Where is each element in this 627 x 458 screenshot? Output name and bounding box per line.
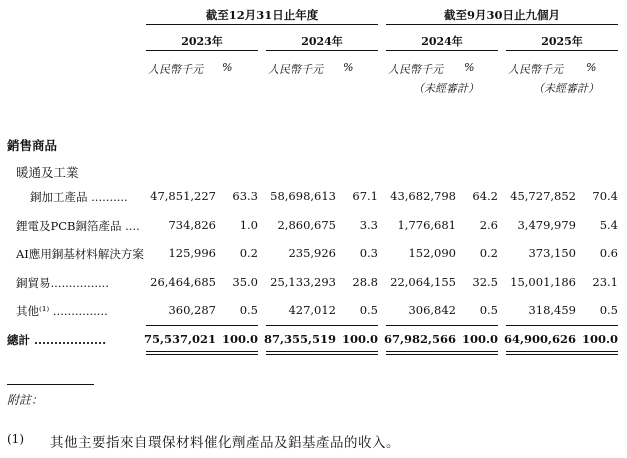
unit-pct-3: % xyxy=(464,61,475,74)
cell-value: 360,287 xyxy=(168,303,216,317)
total-value: 87,355,519 xyxy=(263,332,336,346)
period-header-nine-months: 截至9月30日止九個月 xyxy=(443,8,560,22)
notes-separator xyxy=(7,384,94,385)
cell-pct: 0.2 xyxy=(239,246,258,260)
total-value: 75,537,021 xyxy=(143,332,216,346)
cell-pct: 0.5 xyxy=(599,303,618,317)
row-label-others: 其他⁽¹⁾ ............... xyxy=(16,304,108,318)
cell-value: 152,090 xyxy=(408,246,456,260)
cell-value: 125,996 xyxy=(168,246,216,260)
year-rule-1 xyxy=(146,50,258,51)
cell-pct: 0.3 xyxy=(359,246,378,260)
unit-rmb-4: 人民幣千元 xyxy=(508,63,563,76)
cell-pct: 23.1 xyxy=(592,275,618,289)
year-rule-3 xyxy=(386,50,498,51)
cell-value: 373,150 xyxy=(528,246,576,260)
cell-value: 1,776,681 xyxy=(397,218,456,232)
total-pct: 100.0 xyxy=(341,332,378,346)
notes-title: 附註： xyxy=(7,393,44,407)
cell-value: 427,012 xyxy=(288,303,336,317)
row-label-ai-copper-solutions: AI應用銅基材料解決方案 xyxy=(16,247,144,261)
cell-value: 15,001,186 xyxy=(510,275,576,289)
cell-pct: 5.4 xyxy=(599,218,618,232)
year-rule-2 xyxy=(266,50,378,51)
total-pct: 100.0 xyxy=(581,332,618,346)
total-double-rule xyxy=(506,351,618,355)
cell-value: 58,698,613 xyxy=(270,189,336,203)
section-title: 銷售商品 xyxy=(7,138,58,153)
cell-pct: 0.2 xyxy=(479,246,498,260)
unit-pct-4: % xyxy=(586,61,597,74)
cell-value: 3,479,979 xyxy=(517,218,576,232)
total-pct: 100.0 xyxy=(221,332,258,346)
cell-pct: 63.3 xyxy=(232,189,258,203)
footnote-marker: (1) xyxy=(7,432,24,446)
cell-pct: 67.1 xyxy=(352,189,378,203)
period-rule-full-year xyxy=(146,24,378,25)
period-header-full-year: 截至12月31日止年度 xyxy=(205,8,319,22)
cell-value: 318,459 xyxy=(528,303,576,317)
subsection-title: 暖通及工業 xyxy=(16,165,79,180)
unit-pct-2: % xyxy=(343,61,354,74)
period-rule-nine-months xyxy=(386,24,618,25)
cell-pct: 3.3 xyxy=(359,218,378,232)
subtotal-rule xyxy=(386,325,498,326)
footnote-text: 其他主要指來自環保材料催化劑產品及鋁基產品的收入。 xyxy=(50,435,400,451)
total-value: 67,982,566 xyxy=(383,332,456,346)
unaudited-note-1: （未經審計） xyxy=(413,82,479,95)
subtotal-rule xyxy=(506,325,618,326)
total-value: 64,900,626 xyxy=(503,332,576,346)
unit-rmb-3: 人民幣千元 xyxy=(388,63,443,76)
year-header-1: 2023年 xyxy=(181,35,223,48)
total-double-rule xyxy=(266,351,378,355)
cell-value: 47,851,227 xyxy=(150,189,216,203)
year-header-2: 2024年 xyxy=(301,35,343,48)
row-label-lithium-pcb-foil: 鋰電及PCB銅箔產品 .... xyxy=(16,219,140,233)
cell-pct: 70.4 xyxy=(592,189,618,203)
cell-value: 306,842 xyxy=(408,303,456,317)
unit-rmb-1: 人民幣千元 xyxy=(148,63,203,76)
unit-rmb-2: 人民幣千元 xyxy=(268,63,323,76)
unaudited-note-2: （未經審計） xyxy=(533,82,599,95)
cell-value: 734,826 xyxy=(168,218,216,232)
unit-pct-1: % xyxy=(222,61,233,74)
cell-pct: 35.0 xyxy=(232,275,258,289)
cell-value: 2,860,675 xyxy=(277,218,336,232)
cell-pct: 0.5 xyxy=(359,303,378,317)
total-double-rule xyxy=(146,351,258,355)
cell-pct: 28.8 xyxy=(352,275,378,289)
cell-value: 25,133,293 xyxy=(270,275,336,289)
row-label-copper-processing: 銅加工產品 .......... xyxy=(30,190,128,204)
cell-pct: 1.0 xyxy=(239,218,258,232)
cell-value: 22,064,155 xyxy=(390,275,456,289)
cell-pct: 0.6 xyxy=(599,246,618,260)
total-double-rule xyxy=(386,351,498,355)
cell-pct: 64.2 xyxy=(472,189,498,203)
row-label-total: 總計 .................. xyxy=(7,333,107,347)
row-label-copper-trading: 銅貿易................ xyxy=(16,276,109,290)
subtotal-rule xyxy=(266,325,378,326)
cell-value: 235,926 xyxy=(288,246,336,260)
cell-value: 43,682,798 xyxy=(390,189,456,203)
year-header-4: 2025年 xyxy=(541,35,583,48)
cell-pct: 0.5 xyxy=(479,303,498,317)
total-pct: 100.0 xyxy=(461,332,498,346)
cell-value: 45,727,852 xyxy=(510,189,576,203)
year-rule-4 xyxy=(506,50,618,51)
cell-pct: 32.5 xyxy=(472,275,498,289)
cell-pct: 0.5 xyxy=(239,303,258,317)
year-header-3: 2024年 xyxy=(421,35,463,48)
cell-pct: 2.6 xyxy=(479,218,498,232)
subtotal-rule xyxy=(146,325,258,326)
cell-value: 26,464,685 xyxy=(150,275,216,289)
